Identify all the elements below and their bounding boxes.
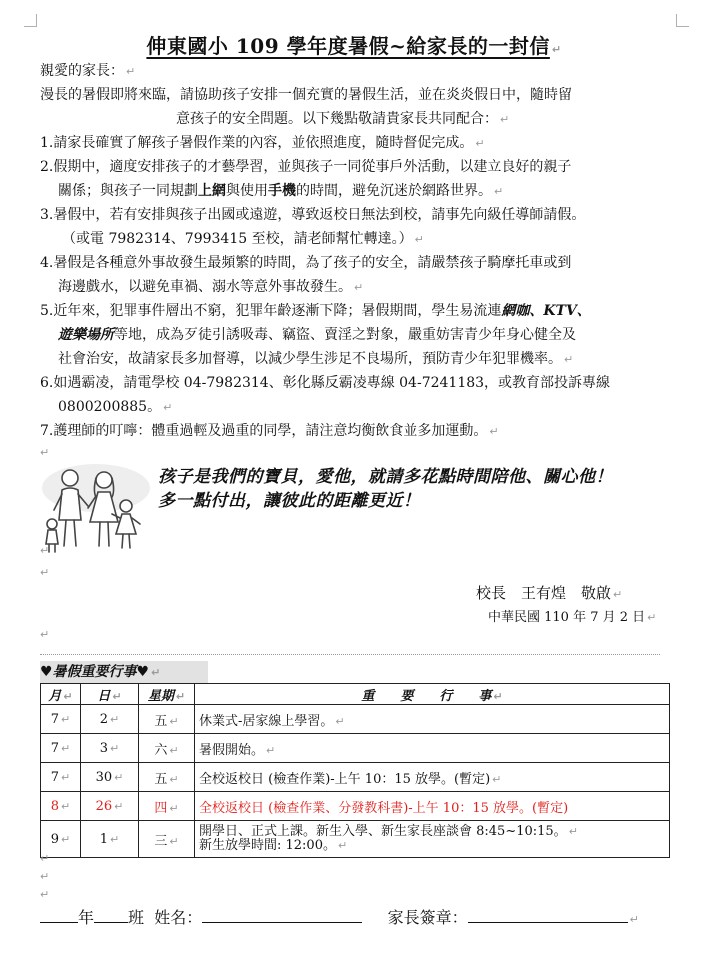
salutation: 親愛的家長： ↵ xyxy=(40,63,136,79)
header-month: 月 ↵ xyxy=(41,684,81,705)
cell-day: 1 ↵ xyxy=(81,821,139,858)
header-day: 日 ↵ xyxy=(81,684,139,705)
event-line-2: 新生放學時間: 12:00。 ↵ xyxy=(199,838,348,853)
cell-event: 休業式-居家線上學習。 ↵ xyxy=(195,705,670,734)
header-event: 重 要 行 事 ↵ xyxy=(195,684,670,705)
item-5-line-3: 社會治安，故請家長多加督導，以減少學生涉足不良場所，預防青少年犯罪機率。 ↵ xyxy=(58,351,574,367)
item-6-line-1: 6.如遇霸凌，請電學校 04-7982314、彰化縣反霸凌專線 04-7241183，或教育部投訴專線 xyxy=(40,375,611,391)
name-blank[interactable] xyxy=(202,908,362,923)
paragraph-mark: ↵ xyxy=(40,870,50,883)
cell-day: 3 ↵ xyxy=(81,734,139,763)
event-line-1: 開學日、正式上課。新生入學、新生家長座談會 8:45~10:15。 ↵ xyxy=(199,824,578,839)
schedule-title: ♥暑假重要行事♥ ↵ xyxy=(40,661,208,683)
cell-event: 全校返校日 (檢查作業、分發教科書)-上午 10：15 放學。(暫定) xyxy=(195,792,670,821)
item-5-line-2: 遊樂場所等地，成為歹徒引誘吸毒、竊盜、賣淫之對象，嚴重妨害青少年身心健全及 xyxy=(58,327,576,343)
paragraph-mark: ↵ xyxy=(40,852,50,865)
class-blank[interactable] xyxy=(94,908,128,923)
item-4-line-2: 海邊戲水，以避免車禍、溺水等意外事故發生。 ↵ xyxy=(58,279,364,295)
cell-weekday: 三 ↵ xyxy=(139,821,195,858)
table-row xyxy=(41,821,670,858)
cell-month: 9 ↵ xyxy=(41,821,81,858)
item-1: 1.請家長確實了解孩子暑假作業的內容，並依照進度，隨時督促完成。 ↵ xyxy=(40,135,485,151)
section-divider xyxy=(40,654,660,655)
year-blank[interactable] xyxy=(40,908,78,923)
paragraph-mark: ↵ xyxy=(40,566,50,579)
intro-line-2: 意孩子的安全問題。以下幾點敬請貴家長共同配合： ↵ xyxy=(176,111,510,127)
header-weekday: 星期 ↵ xyxy=(139,684,195,705)
schedule-table xyxy=(40,683,670,858)
cell-event: 全校返校日 (檢查作業)-上午 10：15 放學。(暫定) ↵ xyxy=(195,763,670,792)
letter-date: 中華民國 110 年 7 月 2 日 ↵ xyxy=(488,610,657,625)
cell-month: 7 ↵ xyxy=(41,763,81,792)
cell-month: 7 ↵ xyxy=(41,734,81,763)
paragraph-mark: ↵ xyxy=(40,628,50,641)
cell-day: 2 ↵ xyxy=(81,705,139,734)
cell-month: 8 ↵ xyxy=(41,792,81,821)
item-2-line-1: 2.假期中，適度安排孩子的才藝學習，並與孩子一同從事戶外活動，以建立良好的親子 xyxy=(40,159,572,175)
intro-line-1: 漫長的暑假即將來臨，請協助孩子安排一個充實的暑假生活，並在炎炎假日中，隨時留 xyxy=(40,87,572,103)
cell-weekday: 五 ↵ xyxy=(139,763,195,792)
cell-event xyxy=(195,821,670,858)
cell-weekday: 五 ↵ xyxy=(139,705,195,734)
table-row-highlight xyxy=(41,792,670,821)
table-header-row xyxy=(41,684,670,705)
paragraph-mark: ↵ xyxy=(40,544,50,557)
cell-month: 7 ↵ xyxy=(41,705,81,734)
letter-title: 伸東國小 109 學年度暑假~給家長的一封信 ↵ xyxy=(146,34,562,58)
table-row xyxy=(41,734,670,763)
item-3-line-1: 3.暑假中，若有安排與孩子出國或遠遊，導致返校日無法到校，請事先向級任導師請假。 xyxy=(40,207,586,223)
signature-line: 年 班 姓名： 家長簽章： ↵ xyxy=(40,905,639,928)
paragraph-mark: ↵ xyxy=(40,446,50,459)
item-5-line-1: 5.近年來，犯罪事件層出不窮，犯罪年齡逐漸下降；暑假期間，學生易流連網咖、KTV、 xyxy=(40,303,591,319)
item-3-line-2: （或電 7982314、7993415 至校，請老師幫忙轉達。） ↵ xyxy=(62,231,424,247)
family-illustration xyxy=(40,460,152,556)
cell-event: 暑假開始。 ↵ xyxy=(195,734,670,763)
item-7: 7.護理師的叮嚀：體重過輕及過重的同學，請注意均衡飲食並多加運動。 ↵ xyxy=(40,423,499,439)
cell-weekday: 四 ↵ xyxy=(139,792,195,821)
slogan-line-1: 孩子是我們的寶貝，愛他，就請多花點時間陪他、關心他！ xyxy=(158,467,613,487)
paragraph-mark: ↵ xyxy=(40,888,50,901)
parent-signature-blank[interactable] xyxy=(468,908,628,923)
margin-corner-top-right xyxy=(676,14,689,27)
cell-day: 26 ↵ xyxy=(81,792,139,821)
slogan-line-2: 多一點付出，讓彼此的距離更近！ xyxy=(158,491,421,511)
table-row xyxy=(41,705,670,734)
principal-signature: 校長 王有煌 敬啟 ↵ xyxy=(476,584,623,602)
cell-day: 30 ↵ xyxy=(81,763,139,792)
item-2-line-2: 關係；與孩子一同規劃上網與使用手機的時間，避免沉迷於網路世界。 ↵ xyxy=(58,183,504,199)
table-row xyxy=(41,763,670,792)
item-6-line-2: 0800200885。 ↵ xyxy=(58,399,173,415)
margin-corner-top-left xyxy=(24,14,37,27)
item-4-line-1: 4.暑假是各種意外事故發生最頻繁的時間，為了孩子的安全，請嚴禁孩子騎摩托車或到 xyxy=(40,255,572,271)
cell-weekday: 六 ↵ xyxy=(139,734,195,763)
